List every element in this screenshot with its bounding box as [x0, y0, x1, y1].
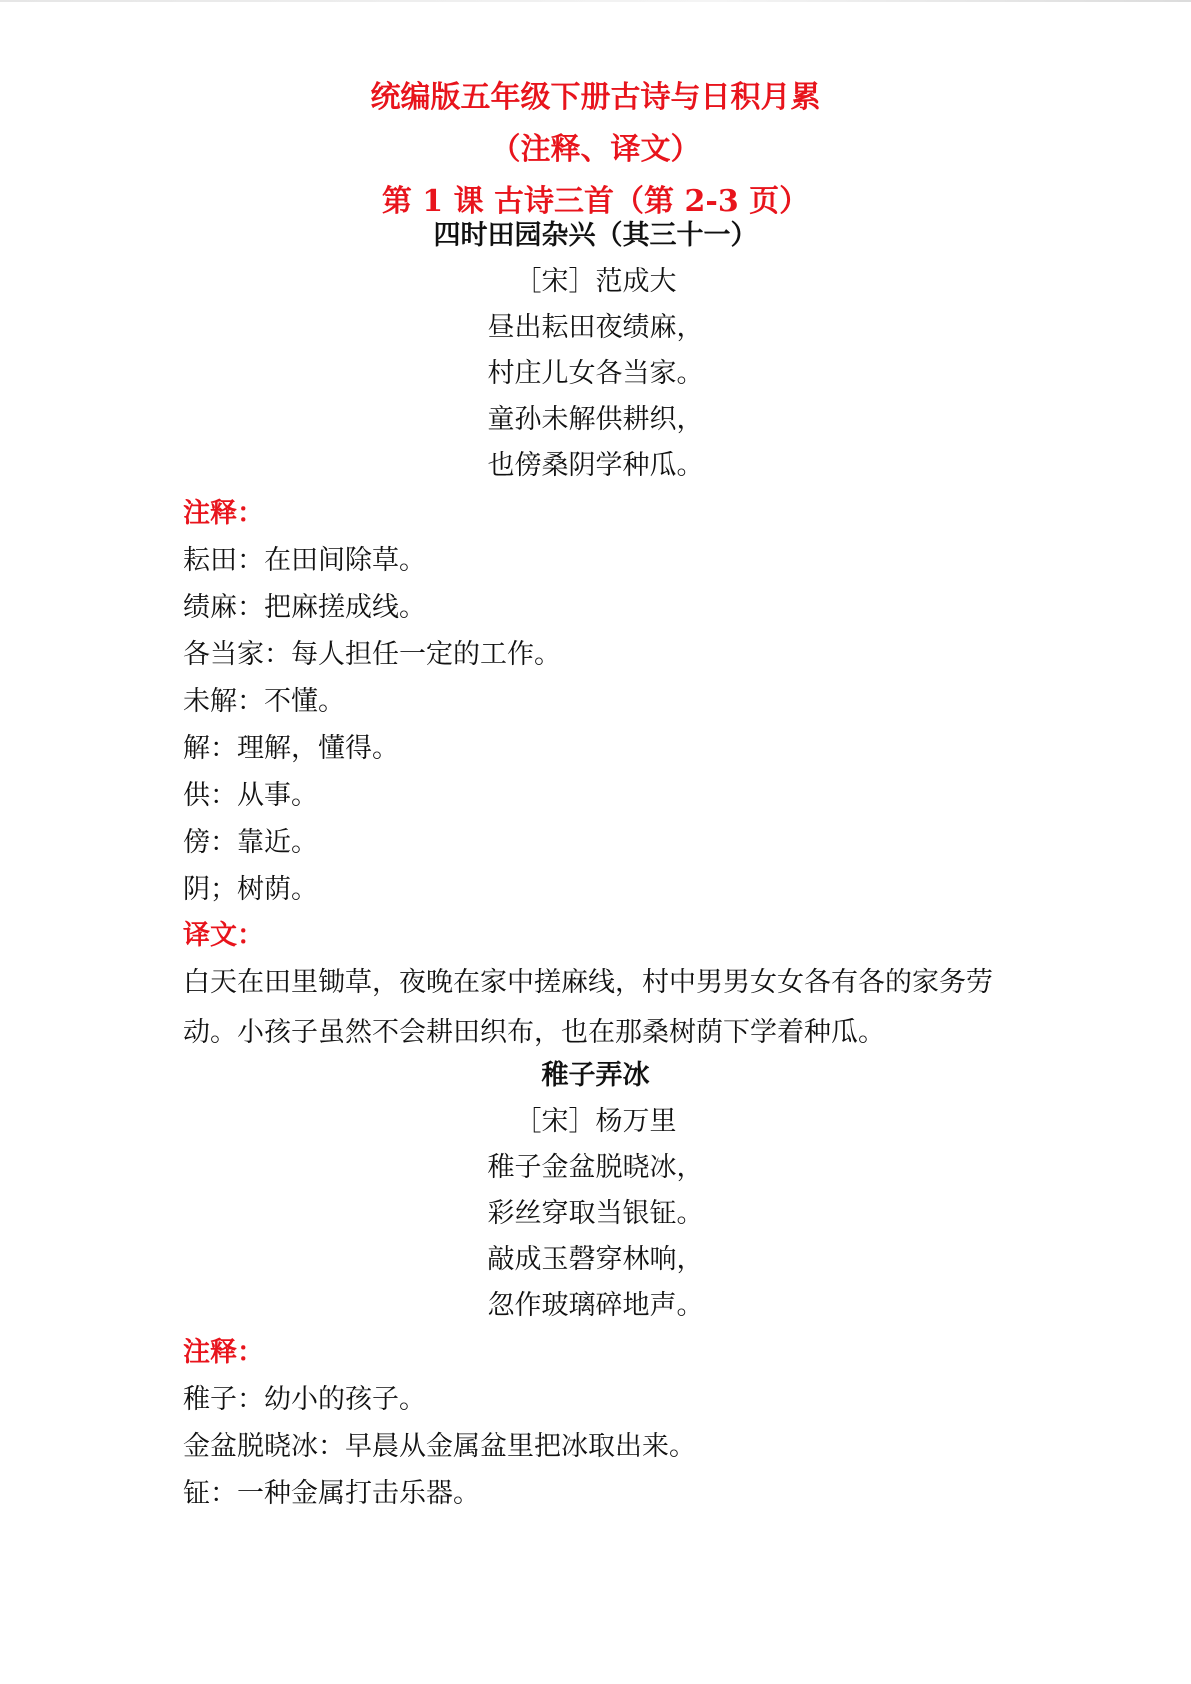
- poem2-notes-label: 注释：: [183, 1337, 264, 1368]
- poem2-author: ［宋］杨万里: [514, 1106, 677, 1137]
- poem2-note-2: 金盆脱晓冰：早晨从金属盆里把冰取出来。: [183, 1431, 696, 1462]
- poem1-line-1: 昼出耘田夜绩麻，: [487, 312, 704, 343]
- poem1-line-4: 也傍桑阴学种瓜。: [487, 450, 704, 481]
- top-border: [0, 0, 1191, 2]
- poem2-line-2: 彩丝穿取当银钲。: [487, 1198, 704, 1229]
- poem1-author: ［宋］范成大: [514, 266, 677, 297]
- poem2-line-1: 稚子金盆脱晓冰，: [487, 1152, 704, 1183]
- poem2-note-1: 稚子：幼小的孩子。: [183, 1384, 426, 1415]
- poem1-notes-label: 注释：: [183, 498, 264, 529]
- poem2-line-3: 敲成玉磬穿林响，: [487, 1244, 704, 1275]
- poem1-note-7: 傍：靠近。: [183, 827, 318, 858]
- document-title: 统编版五年级下册古诗与日积月累: [370, 80, 821, 115]
- lesson-title: 第 1 课 古诗三首（第 2-3 页）: [381, 184, 810, 219]
- poem1-note-8: 阴；树荫。: [183, 874, 318, 905]
- poem2-title: 稚子弄冰: [541, 1060, 650, 1091]
- poem1-note-6: 供：从事。: [183, 780, 318, 811]
- poem1-title: 四时田园杂兴（其三十一）: [433, 220, 758, 251]
- poem1-line-2: 村庄儿女各当家。: [487, 358, 704, 389]
- poem1-note-3: 各当家：每人担任一定的工作。: [183, 639, 561, 670]
- poem1-translation-label: 译文：: [183, 920, 264, 951]
- poem1-translation: 白天在田里锄草，夜晚在家中搓麻线，村中男男女女各有各的家务劳动。小孩子虽然不会耕田织布，也在那桑树荫下学着种瓜。: [183, 967, 993, 1048]
- poem1-note-5: 解：理解，懂得。: [183, 733, 399, 764]
- poem1-note-1: 耘田：在田间除草。: [183, 545, 426, 576]
- poem1-note-4: 未解：不懂。: [183, 686, 345, 717]
- poem1-line-3: 童孙未解供耕织，: [487, 404, 704, 435]
- poem1-note-2: 绩麻：把麻搓成线。: [183, 592, 426, 623]
- document-subtitle: （注释、译文）: [490, 132, 701, 167]
- poem2-line-4: 忽作玻璃碎地声。: [487, 1290, 704, 1321]
- poem2-note-3: 钲：一种金属打击乐器。: [183, 1478, 480, 1509]
